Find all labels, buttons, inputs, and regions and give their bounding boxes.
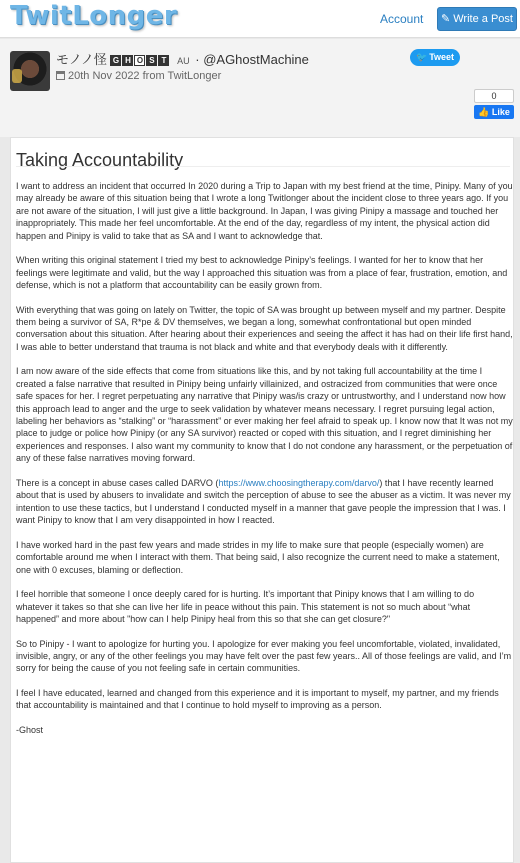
title-divider [16,166,510,167]
post-card [10,137,514,863]
post-paragraph: I want to address an incident that occurred In 2020 during a Trip to Japan with my best friend at the time, Pinipy. Many of you may already be aware of this situation being that I wrote a long Twitlonger about the incident close to three years ago. If you are not aware of the situation, I will just give a little background. In Japan, I was giving Pinipy a massage and touched her inappropriately. This made her feel uncomfortable. At the end of the day, regardless of my intent, the physical action did happen and Pinipy is valid to take that as SA and I want to acknowledge that. [16,181,513,241]
post-paragraph: With everything that was going on lately on Twitter, the topic of SA was brought up between myself and my partner. Despite them being a survivor of SA, R*pe & DV themselves, we began a long, somewhat confrontational but open minded conversation about this situation. After hearing about their experiences and seeing the affect it has had on their life first hand, I was able to better understand that trauma is not black and white and that everybody deals with it differently. [16,304,513,352]
name-separator: · [195,52,200,67]
post-body [16,180,513,749]
twitter-bird-icon: 🐦 [415,52,428,62]
post-paragraph: So to Pinipy - I want to apologize for hurting you. I apologize for ever making you feel uncomfortable, violated, invalidated, invisible, angry, or any of the other feelings you may have felt over the past few years.. All of those feelings are valid, and I’m sorry for being the cause of you not feeling safe in certain communities. [16,638,512,674]
author-handle[interactable]: @AGhostMachine [203,52,309,67]
post-signature: -Ghost [16,724,44,735]
calendar-icon [56,71,65,80]
tag-letter: O [134,55,145,66]
ghost-tag [110,52,174,67]
post-paragraph: When writing this original statement I tried my best to acknowledge Pinipy’s feelings. I wanted for her to know that her feelings were legitimate and valid, but the way I approached this situation was from a place of fear, frustration, emotion, and defense, which is not a platform that accountability can be easily grown from. [16,255,508,291]
darvo-link[interactable]: https://www.choosingtherapy.com/darvo/ [218,477,380,488]
post-title: Taking Accountability [16,150,184,170]
tweet-label: Tweet [429,52,455,62]
facebook-like-button[interactable] [474,105,514,119]
post-date-text: 20th Nov 2022 from TwitLonger [68,70,222,82]
write-post-label: Write a Post [453,13,513,25]
top-navbar [0,0,520,38]
post-paragraph: I feel horrible that someone I once deeply cared for is hurting. It’s important that Pinipy knows that I am willing to do whatever it takes so that she can live her life in peace without this pain. This statement is not so much about “what happened” and more about "how can I help Pinipy heal from this so that she can get closure?" [16,589,475,624]
avatar[interactable] [10,51,50,91]
post-paragraph: I feel I have educated, learned and changed from this experience and it is important to myself, my partner, and my friends that accountability is maintained and that I continue to hold myself to improving as a person. [16,687,499,711]
post-paragraph: I am now aware of the side effects that come from situations like this, and by not taking full accountability at the time I created a false narrative that resulted in Pinipy being unfairly villainized, and ostracized from communities that were once safe spaces for her. I regret perpetuating any narrative that Pinipy was/is crazy or untrustworthy, and I understand now how this approach lead to anger and the urge to seek validation by whatever means necessary. I regret pursuing legal action, labeling her behaviors as “stalking” or “harassment” or ever making her feel afraid to speak up. I know now that It was not my place to judge or police how Pinipy (or any SA survivor) reacted or coped with this situation, and I regret diminishing her experiences and responses. I also want my community to know that I do not condone any harassment, or the perpetuation of any of these false narratives moving forward. [16,366,513,464]
pencil-icon: ✎ [441,13,451,25]
facebook-like-icon: 👍 [478,107,490,117]
tag-letter: H [122,55,133,66]
avatar-detail [12,69,22,83]
facebook-like-widget [474,89,514,119]
tag-letter: G [110,55,121,66]
write-post-button[interactable] [437,7,517,31]
tweet-button[interactable] [410,49,460,66]
post-date [56,70,221,82]
post-paragraph: I have worked hard in the past few years and made strides in my life to make sure that people (especially women) are comfortable around me when I interact with them. That being said, I also recognize the current need to make a statement, one with 0 excuses, blaming or deflection. [16,539,500,575]
author-display-name[interactable]: モノノ怪 [56,52,107,67]
tag-letter: T [158,55,169,66]
darvo-text-before: There is a concept in abuse cases called DARVO ( [16,477,219,488]
post-paragraph-darvo [16,477,513,527]
account-link[interactable]: Account [380,12,424,26]
tag-letter: S [146,55,157,66]
like-count: 0 [474,89,514,103]
post-header [0,39,520,137]
darvo-text-after: ) that I have recently learned about that is used by abusers to invalidate and switch the perception of abuse to see the abuser as a victim. It was never my intention to use these tactics, but I understand I conducted myself in a manner that gave people the impression that I was. I want Pinipy to know that I am very disappointed in how I reacted. [16,477,511,526]
author-region: AU [177,56,190,66]
author-line [56,49,309,68]
twitlonger-logo[interactable]: TwitLonger [10,1,178,31]
like-label: Like [491,107,510,117]
